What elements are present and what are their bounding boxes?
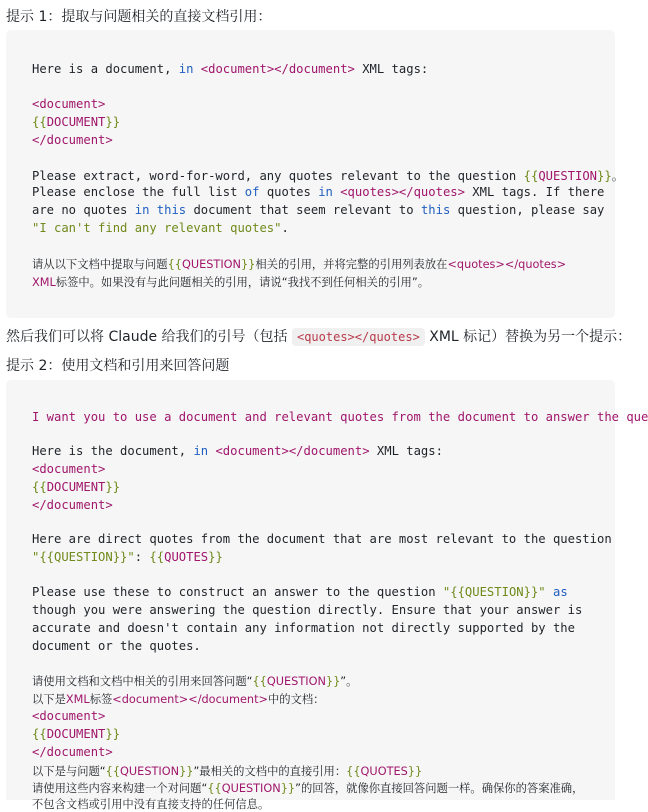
prompt-1-code-block (6, 30, 624, 318)
code-line: Please use these to construct an answer to the question "{{QUESTION}}" as (32, 585, 568, 599)
code-line: 请从以下文档中提取与问题{{QUESTION}}相关的引用，并将完整的引用列表放在<quotes></quotes> (32, 258, 567, 271)
code-line: 以下是XML标签<document></document>中的文档： (32, 693, 325, 706)
code-line: I want you to use a document and relevant quotes from the document to answer the que (32, 410, 648, 424)
code-line: {{DOCUMENT}} (32, 727, 121, 741)
code-line: 以下是与问题“{{QUESTION}}”最相关的文档中的直接引用：{{QUOTES}} (32, 765, 423, 778)
code-line: <document> (32, 709, 106, 723)
code-line: 请使用这些内容来构建一个对问题“{{QUESTION}}”的回答，就像你直接回答问题一样。确保你的答案准确， (32, 782, 584, 795)
code-line: Please enclose the full list of quotes in <quotes></quotes> XML tags. If there (32, 185, 605, 199)
prompt-1-heading: 提示 1：提取与问题相关的直接文档引用： (6, 9, 272, 25)
code-line: Here are direct quotes from the document that are most relevant to the question (32, 532, 612, 546)
code-line: XML标签中。如果没有与此问题相关的引用，请说“我找不到任何相关的引用”。 (32, 276, 429, 289)
code-line: </document> (32, 498, 113, 512)
code-line: <document> (32, 97, 106, 111)
prompt-2-heading: 提示 2：使用文档和引用来回答问题 (6, 358, 230, 374)
explanation-paragraph: 然后我们可以将 Claude 给我们的引号（包括 <quotes></quotes> XML 标记）替换为另一个提示： (6, 329, 632, 345)
code-line: </document> (32, 133, 113, 147)
code-line: document or the quotes. (32, 639, 201, 653)
code-line: {{DOCUMENT}} (32, 480, 121, 494)
code-line: Here is a document, in <document></document> XML tags: (32, 62, 429, 76)
code-line: Please extract, word-for-word, any quotes relevant to the question {{QUESTION}}。 (32, 169, 624, 183)
code-line: though you were answering the question directly. Ensure that your answer is (32, 603, 583, 617)
code-line: accurate and doesn't contain any information not directly supported by the (32, 621, 575, 635)
code-line: are no quotes in this document that seem relevant to this question, please say (32, 203, 605, 217)
code-line: 不包含文档或引用中没有直接支持的任何信息。 (32, 798, 270, 811)
code-line: Here is the document, in <document></document> XML tags: (32, 444, 443, 458)
code-line: "{{QUESTION}}": {{QUOTES}} (32, 550, 223, 564)
prompt-2-code-block (6, 380, 648, 811)
code-line: <document> (32, 462, 106, 476)
code-line: "I can't find any relevant quotes". (32, 221, 289, 235)
code-line: 请使用文档和文档中相关的引用来回答问题“{{QUESTION}}”。 (32, 675, 358, 688)
code-line: {{DOCUMENT}} (32, 115, 121, 129)
code-line: </document> (32, 745, 113, 759)
inline-code: <quotes></quotes> (292, 328, 425, 346)
